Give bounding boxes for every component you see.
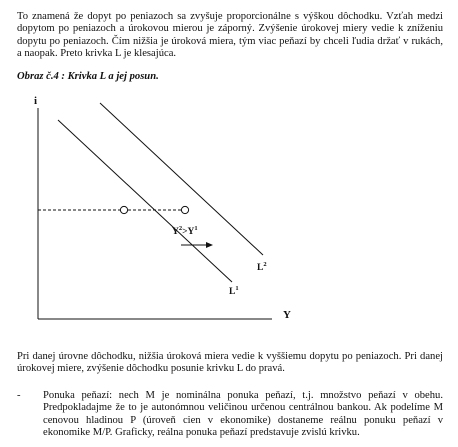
curve-L2-label: $L^2$ — [257, 261, 267, 273]
explanation-paragraph: Pri danej úrovne dôchodku, nižšia úroková miera vedie k vyššiemu dopytu po peniazoch. Pri danej úrokovej miere, zvýšenie dôchodku posunie krivku L do pravá. — [17, 351, 443, 375]
point-on-L1 — [120, 206, 127, 213]
shift-label: $Y^2>Y^1$ — [172, 225, 198, 237]
point-on-L2 — [181, 206, 188, 213]
curve-L1-label: $L^1$ — [229, 285, 239, 297]
list-bullet: - — [17, 390, 21, 401]
figure-caption: Obraz č.4 : Krivka L a jej posun. — [17, 71, 159, 82]
y-axis-label: i — [34, 95, 38, 107]
intro-paragraph: To znamená že dopyt po peniazoch sa zvyšuje proporcionálne s výškou dôchodku. Vzťah medzi dopytom po peniazoch a úrokovou mierou je záporný. Zvýšenie úrokovej miery vedie k zníženiu dopytu po peniazoch. Čím nižšia je úroková miera, tým viac peňazí by chceli ľudia držať v rukách, a naopak. Preto krivka L je klesajúca. — [17, 11, 443, 59]
x-axis-label: Y — [283, 309, 291, 321]
money-supply-paragraph: Ponuka peňazí: nech M je nominálna ponuka peňazí, t.j. množstvo peňazí v obehu. Predpokladajme že to je autonómnou veličinou určenou centrálnou bankou. Ak podelíme M cenovou hladinou P (úroveň cien v ekonomike) dostaneme reálnu ponuku peňazí v ekonomike M/P. Graficky, reálna ponuka peňazí predstavuje zvislú krivku. — [43, 390, 443, 438]
